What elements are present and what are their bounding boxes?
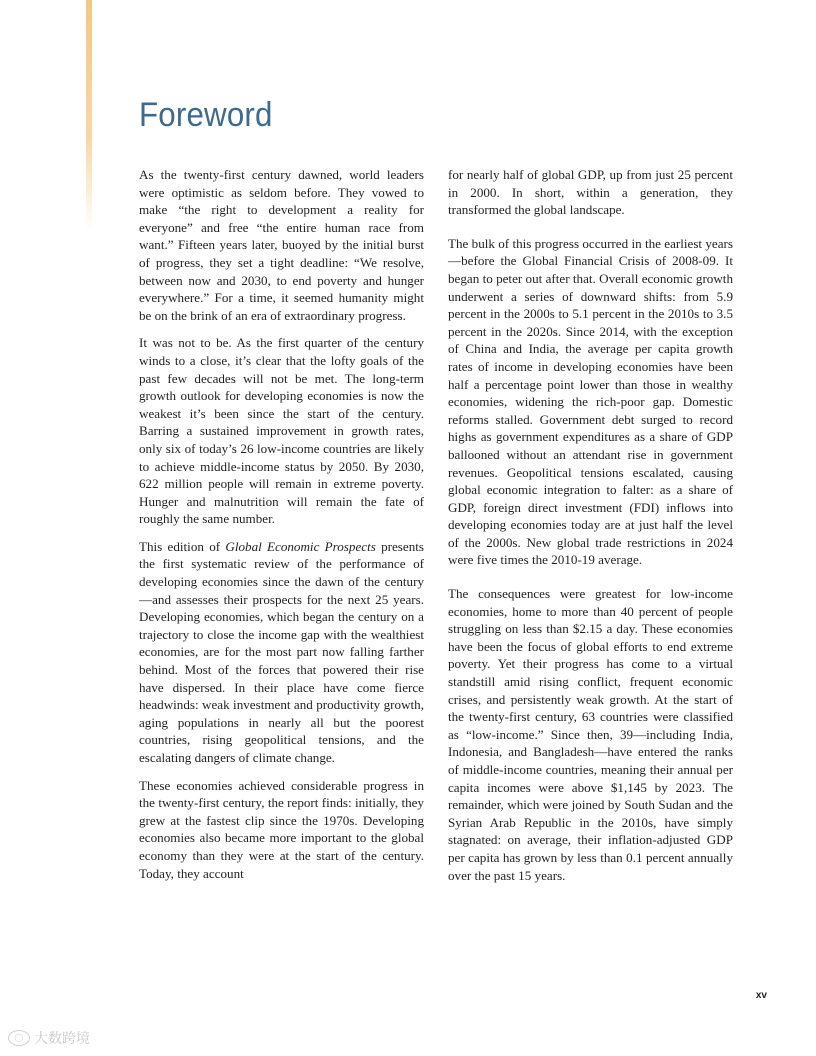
paragraph: These economies achieved considerable progress in the twenty-first century, the report finds: initially, they grew at the fastest clip since the 1970s. Developing economies also became more important to the global economy than they were at the start of the century. Today, they account bbox=[139, 777, 424, 881]
right-column bbox=[448, 166, 733, 894]
paragraph: It was not to be. As the first quarter of the century winds to a close, it’s clear that the lofty goals of the past few decades will not be met. The long-term growth outlook for developing economies is now the weakest it’s been since the start of the century. Barring a sustained improvement in growth rates, only six of today’s 26 low-income countries are likely to achieve middle-income status by 2050. By 2030, 622 million people will remain in extreme poverty. Hunger and malnutrition will remain the fate of roughly the same number. bbox=[139, 335, 424, 527]
watermark-text: 大数跨境 bbox=[34, 1031, 90, 1047]
paragraph: As the twenty-first century dawned, world leaders were optimistic as seldom before. They vowed to make “the right to development a reality for everyone” and free “the entire human race from want.” Fifteen years later, buoyed by the initial burst of progress, they set a tight deadline: “We resolve, between now and 2030, to end poverty and hunger everywhere.” For a time, it seemed humanity might be on the brink of an era of extraordinary progress. bbox=[139, 167, 424, 323]
paragraph-text: presents the first systematic review of the performance of developing economies since the dawn of the century—and assesses their prospects for the next 25 years. Developing economies, which began the century on a trajectory to close the income gap with the wealthiest economies, are for the most part now falling farther behind. Most of the forces that powered their rise have dispersed. In their place have come fierce headwinds: weak investment and productivity growth, aging populations in nearly all but the poorest countries, rising geopolitical tensions, and the escalating dangers of climate change. bbox=[139, 538, 424, 765]
left-column bbox=[139, 166, 424, 892]
paragraph bbox=[139, 538, 424, 767]
paragraph: The bulk of this progress occurred in the earliest years—before the Global Financial Crisis of 2008-09. It began to peter out after that. Overall economic growth underwent a series of downward shifts: from 5.9 percent in the 2000s to 5.1 percent in the 2010s to 3.5 percent in the 2020s. Since 2014, with the exception of China and India, the average per capita growth rates of income in developing economies have been half a percentage point lower than those in wealthy economies, widening the rich-poor gap. Domestic reforms stalled. Government debt surged to record highs as government expenditures as a share of GDP ballooned without an attendant rise in government revenues. Geopolitical tensions escalated, causing global economic integration to falter: as a share of GDP, foreign direct investment (FDI) inflows into developing economies today are at just half the level of the 2000s. New global trade restrictions in 2024 were five times the 2010-19 average. bbox=[448, 235, 733, 568]
paragraph-text: This edition of bbox=[139, 538, 226, 554]
watermark bbox=[8, 1028, 90, 1048]
paragraph: The consequences were greatest for low-income economies, home to more than 40 percent of people struggling on less than $2.15 a day. These economies have been the focus of global efforts to end extreme poverty. Yet their progress has come to a virtual standstill amid rising conflict, frequent economic crises, and persistently weak growth. At the start of the twenty-first century, 63 countries were classified as “low-income.” Since then, 39—including India, Indonesia, and Bangladesh—have entered the ranks of middle-income countries, meaning their annual per capita incomes were above $1,145 by 2023. The remainder, which were joined by South Sudan and the Syrian Arab Republic in the 2010s, have simply stagnated: on average, their inflation-adjusted GDP per capita has grown by less than 0.1 percent annually over the past 15 years. bbox=[448, 586, 733, 883]
watermark-logo-icon: ◯ bbox=[8, 1030, 30, 1046]
page-title: Foreword bbox=[139, 96, 273, 134]
paragraph: for nearly half of global GDP, up from just 25 percent in 2000. In short, within a generation, they transformed the global landscape. bbox=[448, 167, 733, 218]
accent-bar bbox=[86, 0, 92, 230]
page-number: xv bbox=[755, 990, 767, 1001]
report-title-italic: Global Economic Prospects bbox=[225, 538, 376, 554]
